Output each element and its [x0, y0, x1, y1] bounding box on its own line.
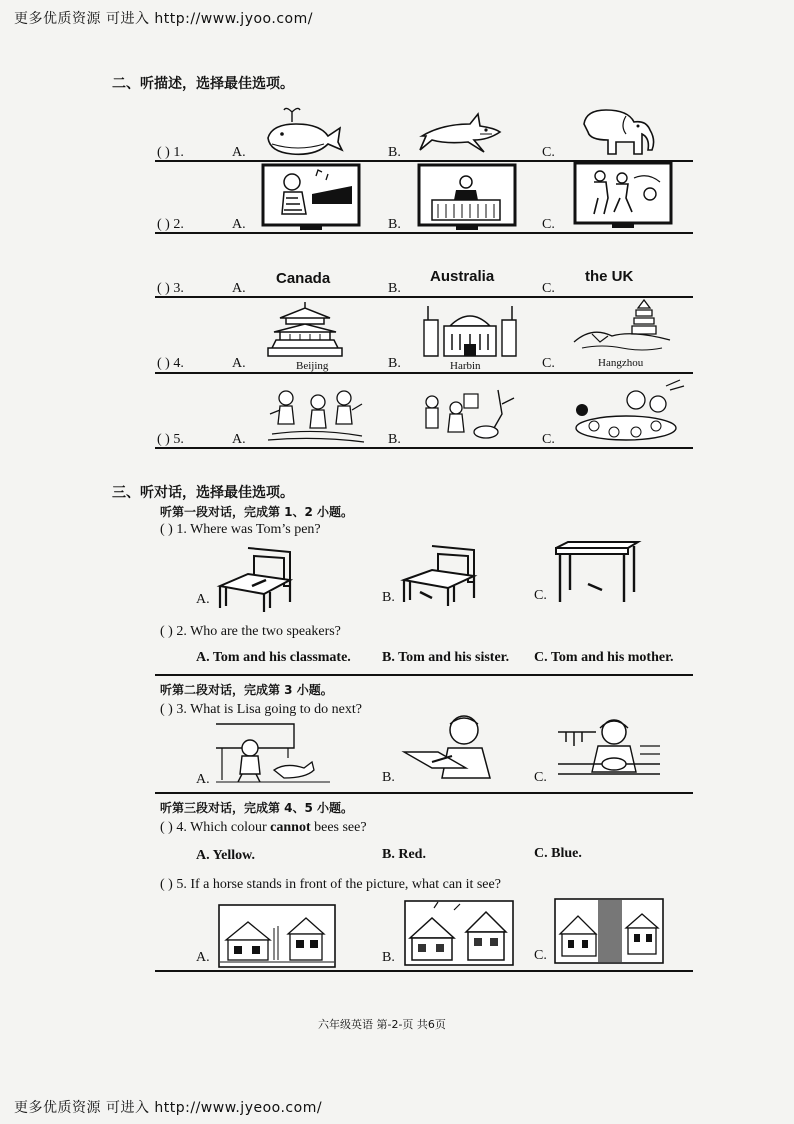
q2-option-b[interactable]: B. Tom and his sister.: [382, 650, 510, 665]
shark-image: [418, 110, 502, 158]
opt-b-label: B.: [382, 590, 395, 605]
whale-image: [262, 104, 344, 158]
dialogue-rule: [155, 674, 693, 676]
opt-b-label: B.: [388, 217, 401, 232]
hangzhou-pagoda-image: [572, 296, 672, 356]
country-australia: Australia: [430, 268, 495, 285]
tv-football-image: [574, 162, 672, 230]
q4-option-b[interactable]: B. Red.: [382, 847, 426, 862]
family-dinner-image: [570, 378, 686, 444]
row-rule: [155, 372, 693, 374]
chair-pen-under-image: [402, 544, 478, 608]
harbin-church-image: [420, 300, 520, 358]
opt-b-label: B.: [382, 770, 395, 785]
section-end-rule: [155, 970, 693, 972]
tv-pianist-image: [262, 164, 360, 232]
q3-4-question[interactable]: [160, 820, 367, 836]
chair-pen-on-seat-image: [218, 546, 294, 614]
q4-option-c[interactable]: C. Blue.: [534, 846, 582, 861]
opt-c-label: C.: [542, 217, 555, 232]
opt-a-label: A.: [232, 145, 246, 160]
city-harbin-caption: Harbin: [450, 360, 481, 372]
opt-c-label: C.: [542, 281, 555, 296]
kids-playing-image: [418, 384, 518, 444]
dialogue1-instruction: 听第一段对话，完成第 1、2 小题。: [160, 505, 354, 519]
q3-3-question[interactable]: ( ) 3. What is Lisa going to do next?: [160, 702, 362, 717]
q2-option-a[interactable]: A. Tom and his classmate.: [196, 650, 351, 665]
lisa-walking-dog-image: [214, 718, 332, 786]
temple-of-heaven-image: [266, 300, 344, 358]
dialogue2-instruction: 听第二段对话，完成第 3 小题。: [160, 683, 333, 697]
q2-1-bracket[interactable]: ( ) 1.: [157, 145, 184, 160]
opt-a-label: A.: [232, 281, 246, 296]
opt-b-label: B.: [382, 950, 395, 965]
q2-option-c[interactable]: C. Tom and his mother.: [534, 650, 674, 665]
lisa-cooking-image: [556, 712, 662, 786]
festival-dance-image: [266, 384, 366, 444]
dialogue3-instruction: 听第三段对话，完成第 4、5 小题。: [160, 801, 354, 815]
opt-a-label: A.: [196, 592, 210, 607]
opt-c-label: C.: [542, 145, 555, 160]
street-picture-blurred-image: [404, 900, 514, 966]
q3-5-question[interactable]: ( ) 5. If a horse stands in front of the picture, what can it see?: [160, 877, 501, 892]
q4-text-pre: ( ) 4. Which colour: [160, 820, 271, 835]
q4-option-a[interactable]: A. Yellow.: [196, 848, 255, 863]
page-header-link[interactable]: 更多优质资源 可进入 http://www.jyoo.com/: [14, 11, 313, 27]
q2-5-bracket[interactable]: ( ) 5.: [157, 432, 184, 447]
elephant-image: [576, 106, 660, 158]
opt-c-label: C.: [534, 588, 547, 603]
q2-3-bracket[interactable]: ( ) 3.: [157, 281, 184, 296]
table-pen-under-image: [554, 540, 640, 606]
section3-title: 三、听对话，选择最佳选项。: [112, 485, 294, 501]
opt-b-label: B.: [388, 145, 401, 160]
lisa-drawing-image: [402, 712, 496, 786]
opt-c-label: C.: [542, 432, 555, 447]
q4-text-emphasis: cannot: [270, 820, 311, 835]
page-footer-number: 六年级英语 第-2-页 共6页: [318, 1018, 446, 1031]
opt-c-label: C.: [534, 770, 547, 785]
opt-b-label: B.: [388, 356, 401, 371]
q2-2-bracket[interactable]: ( ) 2.: [157, 217, 184, 232]
opt-c-label: C.: [534, 948, 547, 963]
q3-1-question[interactable]: ( ) 1. Where was Tom’s pen?: [160, 522, 321, 537]
country-canada: Canada: [276, 270, 331, 287]
opt-a-label: A.: [196, 772, 210, 787]
city-hangzhou-caption: Hangzhou: [598, 357, 644, 369]
opt-a-label: A.: [232, 432, 246, 447]
page-footer-link[interactable]: 更多优质资源 可进入 http://www.jyeoo.com/: [14, 1100, 323, 1116]
opt-a-label: A.: [232, 356, 246, 371]
tv-news-image: [418, 164, 516, 232]
city-beijing-caption: Beijing: [296, 360, 329, 372]
q4-text-post: bees see?: [310, 820, 367, 835]
opt-a-label: A.: [196, 950, 210, 965]
opt-b-label: B.: [388, 281, 401, 296]
q2-4-bracket[interactable]: ( ) 4.: [157, 356, 184, 371]
opt-b-label: B.: [388, 432, 401, 447]
q3-2-question[interactable]: ( ) 2. Who are the two speakers?: [160, 624, 341, 639]
opt-c-label: C.: [542, 356, 555, 371]
section2-title: 二、听描述，选择最佳选项。: [112, 76, 294, 92]
opt-a-label: A.: [232, 217, 246, 232]
country-uk: the UK: [585, 268, 634, 285]
street-picture-color-image: [218, 904, 336, 968]
dialogue-rule: [155, 792, 693, 794]
street-picture-partial-image: [554, 898, 664, 964]
